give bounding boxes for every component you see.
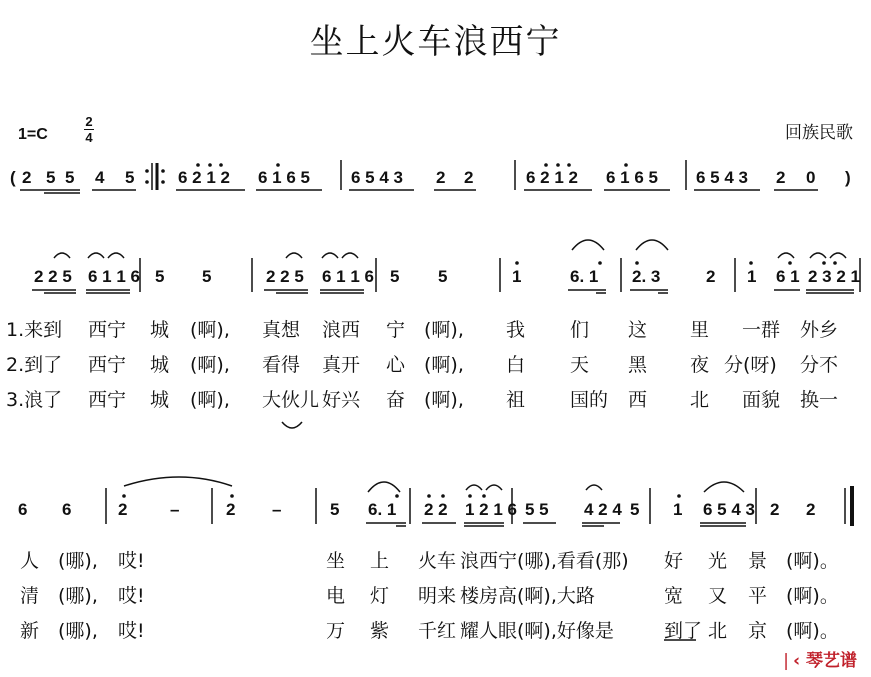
octave-dot	[788, 261, 792, 265]
lyric: 城	[150, 319, 170, 341]
dash: –	[170, 500, 180, 519]
slur	[54, 253, 70, 258]
octave-dot	[749, 261, 753, 265]
lyric: (啊),	[424, 389, 464, 411]
lyric: (啊),	[424, 354, 464, 376]
note-group: 6 2 1 2	[526, 168, 578, 187]
lyric: 2.到了	[6, 354, 63, 376]
note-group: 6 1 1 6	[322, 267, 374, 286]
slur	[704, 482, 744, 492]
note: 2	[118, 500, 128, 519]
lyric: 明来	[418, 585, 457, 607]
lyric: 大伙儿	[262, 389, 320, 411]
slur	[342, 253, 358, 258]
octave-dot	[822, 261, 826, 265]
repeat-dot	[161, 169, 165, 173]
lyric: 西	[628, 389, 648, 411]
lyric: (哪),	[58, 550, 98, 572]
slur	[810, 253, 826, 258]
lyric: 西宁	[88, 319, 127, 341]
lyric: 好	[664, 550, 684, 572]
octave-dot	[427, 494, 431, 498]
lyric: 白	[506, 354, 526, 376]
logo-icon: ❘‹	[778, 651, 801, 671]
logo-text: 琴艺谱	[806, 651, 857, 671]
note-group: 6 5 4 3	[703, 500, 755, 519]
note: 0	[806, 168, 816, 187]
note: 5	[202, 267, 212, 286]
octave-dot	[515, 261, 519, 265]
note: 5	[330, 500, 340, 519]
slur	[108, 253, 124, 258]
intro-note: 5	[125, 168, 135, 187]
lyric: 上	[370, 550, 390, 572]
lyric: 里	[690, 319, 710, 341]
note: 6	[18, 500, 28, 519]
note: 6	[62, 500, 72, 519]
octave-dot	[196, 163, 200, 167]
intro-open-paren: (	[10, 168, 16, 187]
lyric: 城	[150, 389, 170, 411]
lyric: 高(啊),大路	[498, 585, 595, 607]
lyric: 哎!	[118, 550, 145, 572]
lyric: (啊),	[190, 319, 230, 341]
slur	[778, 253, 794, 258]
lyric: 人	[20, 550, 40, 572]
note: 1	[512, 267, 522, 286]
octave-dot	[482, 494, 486, 498]
lyric: (哪),	[58, 585, 98, 607]
lyric: 奋	[386, 389, 406, 411]
lyric: (啊),	[190, 389, 230, 411]
lyric: 哎!	[118, 585, 145, 607]
octave-dot	[468, 494, 472, 498]
note: 1	[673, 500, 683, 519]
repeat-dot	[161, 180, 165, 184]
key-signature: 1=C	[18, 126, 48, 143]
lyric: 们	[570, 319, 590, 341]
lyric: 宽	[664, 585, 684, 607]
lyric: 1.来到	[6, 319, 63, 341]
lyric-slur	[282, 422, 302, 428]
note-group: 6 1 6 5	[258, 168, 310, 187]
note-group: 6 2 1 2	[178, 168, 230, 187]
note-group: 2 2 5	[34, 267, 72, 286]
repeat-dot	[145, 169, 149, 173]
lyric: 到了	[664, 620, 703, 642]
slur	[368, 482, 400, 492]
lyric: 分(呀)	[724, 354, 777, 376]
slur	[636, 240, 668, 250]
lyric: 这	[628, 319, 648, 341]
lyric: 真开	[322, 354, 361, 376]
note-group: 2. 3	[632, 267, 661, 286]
slur	[466, 485, 482, 490]
lyric: 夜	[690, 354, 710, 376]
lyric: 看得	[262, 354, 301, 376]
note-group: 2 3 2 1	[808, 267, 860, 286]
note: 2	[226, 500, 236, 519]
lyric: 楼房	[460, 585, 499, 607]
octave-dot	[208, 163, 212, 167]
lyric: 面貌	[742, 389, 781, 411]
note: 2	[706, 267, 716, 286]
lyric: 西宁	[88, 354, 127, 376]
lyric: 祖	[506, 389, 526, 411]
slur	[486, 485, 502, 490]
site-logo	[779, 646, 857, 671]
lyric: 我	[506, 319, 526, 341]
lyric: 紫	[370, 620, 390, 642]
slur	[322, 253, 338, 258]
lyric: (啊)。	[786, 620, 839, 642]
note-group: 2 2 5	[266, 267, 304, 286]
slur	[88, 253, 104, 258]
note-group: 4 2 4	[584, 500, 622, 519]
lyric: 眼(啊),好像是	[498, 620, 614, 642]
octave-dot	[230, 494, 234, 498]
octave-dot	[833, 261, 837, 265]
lyric: 城	[150, 354, 170, 376]
lyric: 哎!	[118, 620, 145, 642]
intro-note: 4	[95, 168, 105, 187]
lyric: 北	[708, 620, 728, 642]
lyric: 浪西	[460, 550, 499, 572]
song-title: 坐上火车浪西宁	[309, 22, 562, 62]
octave-dot	[441, 494, 445, 498]
note-group: 6 5 4 3	[696, 168, 748, 187]
note-group: 6. 1	[368, 500, 397, 519]
octave-dot	[624, 163, 628, 167]
slur	[586, 485, 602, 490]
octave-dot	[635, 261, 639, 265]
lyric: (啊),	[424, 319, 464, 341]
note: 2	[436, 168, 446, 187]
lyric: 一群	[742, 319, 781, 341]
lyric: 3.浪了	[6, 389, 63, 411]
dash: –	[272, 500, 282, 519]
lyric: 坐	[326, 550, 346, 572]
intro-note: 5	[65, 168, 75, 187]
octave-dot	[395, 494, 399, 498]
lyric: 天	[570, 354, 590, 376]
octave-dot	[276, 163, 280, 167]
tie	[124, 477, 232, 486]
octave-dot	[122, 494, 126, 498]
lyric: 平	[748, 585, 768, 607]
repeat-dot	[145, 180, 149, 184]
lyric: 景	[748, 550, 768, 572]
meter-bottom: 4	[85, 130, 93, 145]
lyric: 光	[708, 550, 728, 572]
octave-dot	[598, 261, 602, 265]
slur	[572, 240, 604, 250]
note: 5	[630, 500, 640, 519]
note: 2	[770, 500, 780, 519]
lyric: 换一	[800, 389, 839, 411]
lyric: 分不	[800, 354, 839, 376]
intro-note: 5	[46, 168, 56, 187]
lyric: 宁	[386, 319, 406, 341]
meter-top: 2	[85, 114, 93, 129]
note-group: 1 2 1 6	[465, 500, 517, 519]
lyric: (啊),	[190, 354, 230, 376]
lyric: 万	[326, 620, 346, 642]
octave-dot	[219, 163, 223, 167]
lyric: 耀人	[460, 620, 499, 642]
lyric: 黑	[628, 354, 648, 376]
note-group: 6 1 1 6	[88, 267, 140, 286]
lyric: (哪),	[58, 620, 98, 642]
note-group: 5 5	[525, 500, 549, 519]
note-group: 6 5 4 3	[351, 168, 403, 187]
lyric: (啊)。	[786, 585, 839, 607]
octave-dot	[567, 163, 571, 167]
lyric: 外乡	[800, 319, 839, 341]
note-group: 6 1	[776, 267, 800, 286]
note: 2	[776, 168, 786, 187]
note-group: 6. 1	[570, 267, 599, 286]
note-group: 2 2	[424, 500, 448, 519]
octave-dot	[544, 163, 548, 167]
lyric: 新	[20, 620, 40, 642]
octave-dot	[677, 494, 681, 498]
lyric: 宁(哪),看看(那)	[498, 550, 629, 572]
lyric: 电	[326, 585, 346, 607]
lyric: 千红	[418, 620, 457, 642]
note: 2	[464, 168, 474, 187]
intro-note: 2	[22, 168, 32, 187]
octave-dot	[556, 163, 560, 167]
slur	[830, 253, 846, 258]
lyric: 清	[20, 585, 40, 607]
note: 5	[438, 267, 448, 286]
note-group: 6 1 6 5	[606, 168, 658, 187]
note: 2	[806, 500, 816, 519]
lyric: 国的	[570, 389, 609, 411]
lyric: 好兴	[322, 389, 361, 411]
lyric: 又	[708, 585, 728, 607]
lyric: 灯	[370, 585, 390, 607]
intro-close-paren: )	[845, 168, 851, 187]
note: 1	[747, 267, 757, 286]
lyric: 真想	[262, 319, 301, 341]
attribution: 回族民歌	[785, 123, 853, 143]
lyric: 京	[748, 620, 768, 642]
lyric: 北	[690, 389, 710, 411]
lyric: (啊)。	[786, 550, 839, 572]
lyric: 火车	[418, 550, 457, 572]
note: 5	[155, 267, 165, 286]
lyric: 心	[386, 354, 406, 376]
lyric: 西宁	[88, 389, 127, 411]
lyric: 浪西	[322, 319, 361, 341]
note: 5	[390, 267, 400, 286]
slur	[286, 253, 302, 258]
